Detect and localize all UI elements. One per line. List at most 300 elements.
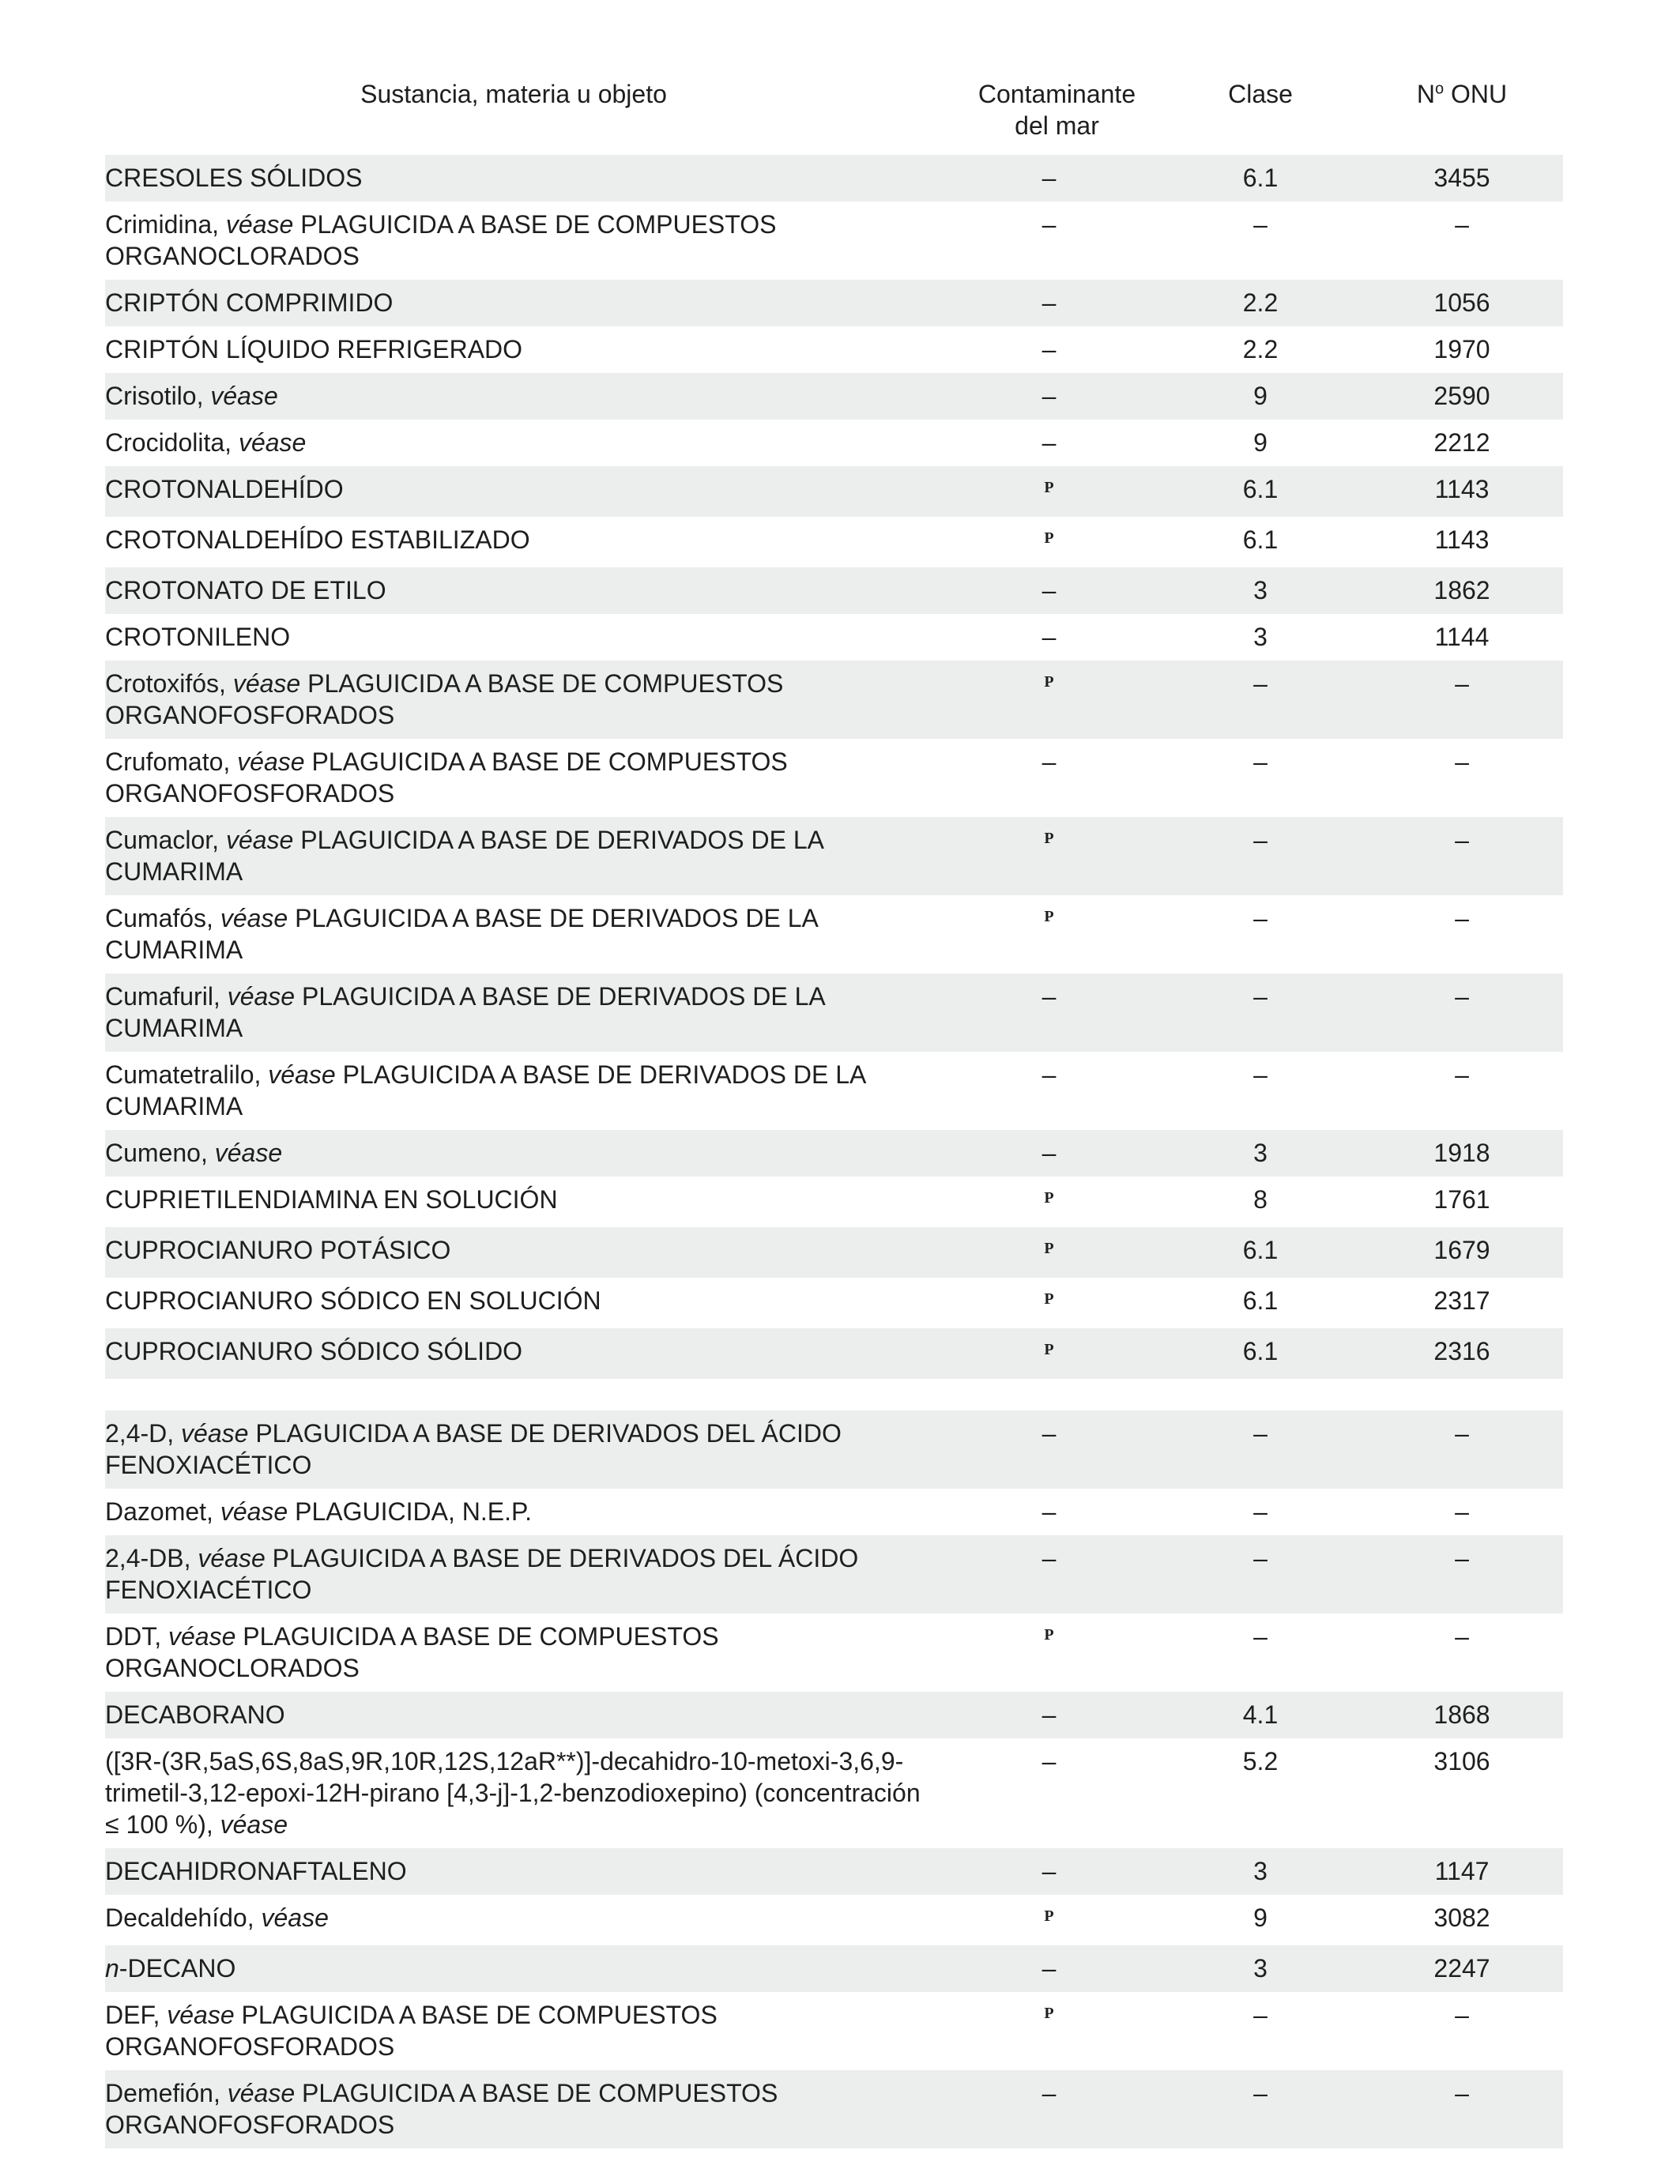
un-number-cell	[1361, 1052, 1563, 1130]
substance-name-text: CUPRIETILENDIAMINA EN SOLUCIÓN	[105, 1185, 558, 1214]
substance-name-text: CRIPTÓN LÍQUIDO REFRIGERADO	[105, 335, 523, 363]
class-value: 5.2	[1242, 1747, 1279, 1775]
un-number-cell	[1361, 517, 1563, 567]
un-number-cell	[1361, 326, 1563, 373]
substance-name-italic: véase	[237, 747, 305, 776]
table-row	[105, 2070, 1563, 2148]
marine-pollutant-cell	[954, 420, 1160, 466]
marine-pollutant-cell	[954, 1227, 1160, 1278]
substance-name-text: -DECANO	[119, 1954, 236, 1983]
class-cell	[1160, 373, 1361, 420]
table-row	[105, 373, 1563, 420]
substance-name-italic: véase	[227, 982, 296, 1011]
substance-name-text: PLAGUICIDA A BASE DE DERIVADOS DEL ÁCIDO FENOXIACÉTICO	[105, 1419, 842, 1479]
substance-name-text: DECABORANO	[105, 1700, 285, 1729]
table-row	[105, 1278, 1563, 1328]
un-number-value: 3082	[1433, 1903, 1490, 1932]
un-number-value: 1862	[1433, 576, 1490, 604]
marine-pollutant-mark: P	[1044, 1626, 1054, 1644]
un-number-cell	[1361, 1535, 1563, 1614]
substance-name-cell	[105, 895, 954, 973]
un-number-value: –	[1455, 2079, 1469, 2107]
class-cell	[1160, 1177, 1361, 1227]
class-value: –	[1253, 210, 1268, 239]
class-value: –	[1253, 2001, 1268, 2029]
un-number-value: 3106	[1433, 1747, 1490, 1775]
substance-name-text: CROTONALDEHÍDO	[105, 475, 344, 503]
substance-name-cell	[105, 973, 954, 1052]
substance-name-italic: véase	[220, 1497, 288, 1526]
substance-name-italic: véase	[214, 1139, 283, 1167]
class-value: 9	[1253, 1903, 1268, 1932]
substance-name-text: PLAGUICIDA A BASE DE COMPUESTOS ORGANOFOSFORADOS	[105, 669, 784, 729]
substance-name-text: DECAHIDRONAFTALENO	[105, 1857, 407, 1885]
substance-name-cell	[105, 1177, 954, 1227]
un-number-value: 1970	[1433, 335, 1490, 363]
marine-pollutant-mark: P	[1044, 830, 1054, 847]
table-row	[105, 1945, 1563, 1992]
substance-name-text: Crufomato,	[105, 747, 238, 776]
substance-name-text: Crotoxifós,	[105, 669, 233, 698]
section-spacer	[105, 1379, 1563, 1410]
substance-name-text: PLAGUICIDA A BASE DE DERIVADOS DE LA CUMARIMA	[105, 826, 823, 886]
substance-name-cell	[105, 1895, 954, 1945]
substance-name-text: CUPROCIANURO SÓDICO EN SOLUCIÓN	[105, 1286, 601, 1315]
table-row	[105, 614, 1563, 661]
substance-name-cell	[105, 1535, 954, 1614]
un-number-cell	[1361, 1278, 1563, 1328]
marine-pollutant-cell	[954, 1945, 1160, 1992]
class-cell	[1160, 817, 1361, 895]
class-cell	[1160, 517, 1361, 567]
marine-pollutant-mark: P	[1044, 908, 1054, 925]
substance-name-text: Crisotilo,	[105, 382, 211, 410]
class-cell	[1160, 1614, 1361, 1692]
marine-pollutant-cell	[954, 739, 1160, 817]
marine-pollutant-cell	[954, 614, 1160, 661]
class-cell	[1160, 1328, 1361, 1379]
table-header	[105, 78, 1563, 155]
marine-pollutant-dash: –	[1042, 1747, 1057, 1775]
class-value: 9	[1253, 428, 1268, 457]
marine-pollutant-dash: –	[1042, 164, 1057, 192]
un-number-cell	[1361, 1328, 1563, 1379]
substance-name-italic: véase	[225, 210, 294, 239]
substance-name-text: CRIPTÓN COMPRIMIDO	[105, 288, 394, 317]
substance-name-italic: véase	[232, 669, 301, 698]
table-body	[105, 155, 1563, 2148]
substance-name-cell	[105, 280, 954, 326]
substance-name-cell	[105, 1738, 954, 1848]
substance-name-cell	[105, 517, 954, 567]
marine-pollutant-cell	[954, 1052, 1160, 1130]
class-cell	[1160, 466, 1361, 517]
marine-pollutant-cell	[954, 661, 1160, 739]
class-value: –	[1253, 1544, 1268, 1572]
substance-name-text: ([3R-(3R,5aS,6S,8aS,9R,10R,12S,12aR**)]-decahidro-10-metoxi-3,6,9-trimetil-3,12-epoxi-12H-pirano [4,3-j]-1,2-benzodioxepino) (concentración ≤ 100 %),	[105, 1747, 921, 1839]
substance-name-text: Cumafuril,	[105, 982, 228, 1011]
class-cell	[1160, 155, 1361, 201]
column-header-substance	[105, 78, 954, 155]
substance-name-text: PLAGUICIDA A BASE DE DERIVADOS DE LA CUMARIMA	[105, 1060, 865, 1120]
marine-pollutant-dash: –	[1042, 288, 1057, 317]
table-row	[105, 1992, 1563, 2070]
un-number-cell	[1361, 280, 1563, 326]
table-row	[105, 567, 1563, 614]
class-value: –	[1253, 982, 1268, 1011]
table-row	[105, 1692, 1563, 1738]
substance-name-text: CUPROCIANURO SÓDICO SÓLIDO	[105, 1337, 523, 1365]
column-header-substance-label: Sustancia, materia u objeto	[360, 80, 667, 108]
un-number-value: 2247	[1433, 1954, 1490, 1983]
un-number-cell	[1361, 1130, 1563, 1177]
un-number-cell	[1361, 1692, 1563, 1738]
substance-name-text: PLAGUICIDA A BASE DE COMPUESTOS ORGANOCLORADOS	[105, 210, 777, 270]
marine-pollutant-cell	[954, 1895, 1160, 1945]
column-header-un-number-prefix: N	[1416, 80, 1435, 108]
marine-pollutant-dash: –	[1042, 623, 1057, 651]
substance-name-cell	[105, 1130, 954, 1177]
substance-name-cell	[105, 1848, 954, 1895]
un-number-cell	[1361, 373, 1563, 420]
table-row	[105, 1614, 1563, 1692]
marine-pollutant-cell	[954, 895, 1160, 973]
substance-name-italic: véase	[198, 1544, 266, 1572]
table-row	[105, 155, 1563, 201]
substance-name-italic: véase	[210, 382, 278, 410]
marine-pollutant-cell	[954, 1410, 1160, 1489]
un-number-value: 1147	[1434, 1857, 1490, 1885]
un-number-value: 2316	[1433, 1337, 1490, 1365]
substance-name-italic: véase	[268, 1060, 336, 1089]
column-header-marine-pollutant-line1: Contaminante	[977, 80, 1136, 108]
class-cell	[1160, 326, 1361, 373]
class-value: –	[1253, 669, 1268, 698]
marine-pollutant-cell	[954, 2070, 1160, 2148]
marine-pollutant-mark: P	[1044, 1907, 1054, 1925]
substance-name-text: CRESOLES SÓLIDOS	[105, 164, 363, 192]
class-value: 3	[1253, 1857, 1268, 1885]
substance-name-cell	[105, 817, 954, 895]
un-number-cell	[1361, 2070, 1563, 2148]
marine-pollutant-dash: –	[1042, 576, 1057, 604]
substance-name-cell	[105, 1945, 954, 1992]
class-cell	[1160, 201, 1361, 280]
class-value: –	[1253, 747, 1268, 776]
class-value: 6.1	[1242, 475, 1279, 503]
substance-name-text: Demefión,	[105, 2079, 228, 2107]
class-cell	[1160, 1535, 1361, 1614]
class-value: 6.1	[1242, 525, 1279, 554]
marine-pollutant-cell	[954, 1489, 1160, 1535]
class-value: –	[1253, 904, 1268, 932]
marine-pollutant-cell	[954, 1535, 1160, 1614]
column-header-un-number	[1361, 78, 1563, 155]
substance-name-text: 2,4-DB,	[105, 1544, 198, 1572]
marine-pollutant-mark: P	[1044, 1189, 1054, 1207]
un-number-cell	[1361, 739, 1563, 817]
un-number-cell	[1361, 661, 1563, 739]
substance-name-italic: véase	[220, 1810, 288, 1839]
marine-pollutant-cell	[954, 466, 1160, 517]
substance-name-italic: véase	[168, 1622, 236, 1651]
substance-name-text: PLAGUICIDA A BASE DE COMPUESTOS ORGANOFOSFORADOS	[105, 2079, 778, 2139]
class-value: –	[1253, 1060, 1268, 1089]
class-value: 3	[1253, 1139, 1268, 1167]
table-row	[105, 1227, 1563, 1278]
un-number-cell	[1361, 155, 1563, 201]
class-cell	[1160, 1738, 1361, 1848]
table-row	[105, 1895, 1563, 1945]
un-number-cell	[1361, 1177, 1563, 1227]
substance-table	[105, 78, 1563, 2148]
substance-name-cell	[105, 373, 954, 420]
marine-pollutant-mark: P	[1044, 1341, 1054, 1358]
un-number-value: –	[1455, 1497, 1469, 1526]
substance-name-text: PLAGUICIDA A BASE DE DERIVADOS DEL ÁCIDO FENOXIACÉTICO	[105, 1544, 859, 1604]
un-number-value: 2590	[1433, 382, 1490, 410]
marine-pollutant-cell	[954, 817, 1160, 895]
substance-name-text: Crimidina,	[105, 210, 226, 239]
substance-name-text: PLAGUICIDA, N.E.P.	[288, 1497, 533, 1526]
substance-name-text: Decaldehído,	[105, 1903, 262, 1932]
un-number-value: 2317	[1433, 1286, 1490, 1315]
un-number-value: –	[1455, 210, 1469, 239]
substance-name-cell	[105, 567, 954, 614]
class-cell	[1160, 1692, 1361, 1738]
marine-pollutant-dash: –	[1042, 982, 1057, 1011]
marine-pollutant-dash: –	[1042, 210, 1057, 239]
substance-name-text: Cumafós,	[105, 904, 220, 932]
substance-name-cell	[105, 661, 954, 739]
marine-pollutant-dash: –	[1042, 1419, 1057, 1448]
un-number-value: –	[1455, 1622, 1469, 1651]
substance-name-text: Dazomet,	[105, 1497, 220, 1526]
un-number-cell	[1361, 567, 1563, 614]
class-value: –	[1253, 2079, 1268, 2107]
substance-name-cell	[105, 739, 954, 817]
substance-name-text: PLAGUICIDA A BASE DE COMPUESTOS ORGANOCLORADOS	[105, 1622, 719, 1682]
substance-name-text: 2,4-D,	[105, 1419, 182, 1448]
un-number-cell	[1361, 1489, 1563, 1535]
un-number-value: –	[1455, 669, 1469, 698]
substance-name-italic: véase	[167, 2001, 235, 2029]
un-number-value: –	[1455, 2001, 1469, 2029]
marine-pollutant-dash: –	[1042, 2079, 1057, 2107]
marine-pollutant-cell	[954, 1130, 1160, 1177]
class-cell	[1160, 1945, 1361, 1992]
un-number-value: 1143	[1434, 475, 1490, 503]
un-number-value: 1143	[1434, 525, 1490, 554]
un-number-value: –	[1455, 1419, 1469, 1448]
class-cell	[1160, 1130, 1361, 1177]
un-number-cell	[1361, 201, 1563, 280]
substance-name-italic: véase	[225, 826, 294, 854]
substance-name-text: Cumaclor,	[105, 826, 226, 854]
class-cell	[1160, 1848, 1361, 1895]
substance-name-text: DDT,	[105, 1622, 168, 1651]
class-cell	[1160, 739, 1361, 817]
class-cell	[1160, 420, 1361, 466]
header-row	[105, 78, 1563, 155]
substance-name-cell	[105, 1227, 954, 1278]
class-value: 8	[1253, 1185, 1268, 1214]
marine-pollutant-dash: –	[1042, 1544, 1057, 1572]
marine-pollutant-cell	[954, 1992, 1160, 2070]
substance-name-text: PLAGUICIDA A BASE DE COMPUESTOS ORGANOFOSFORADOS	[105, 2001, 718, 2061]
class-value: –	[1253, 1497, 1268, 1526]
table-row	[105, 895, 1563, 973]
substance-name-cell	[105, 1614, 954, 1692]
marine-pollutant-mark: P	[1044, 1240, 1054, 1257]
class-value: 6.1	[1242, 164, 1279, 192]
substance-name-text: PLAGUICIDA A BASE DE DERIVADOS DE LA CUMARIMA	[105, 904, 818, 964]
un-number-cell	[1361, 1992, 1563, 2070]
table-row	[105, 973, 1563, 1052]
marine-pollutant-mark: P	[1044, 479, 1054, 496]
substance-name-cell	[105, 1328, 954, 1379]
un-number-value: 1868	[1433, 1700, 1490, 1729]
column-header-class-label: Clase	[1228, 80, 1293, 108]
table-row	[105, 201, 1563, 280]
marine-pollutant-cell	[954, 1328, 1160, 1379]
class-cell	[1160, 661, 1361, 739]
un-number-cell	[1361, 1895, 1563, 1945]
class-value: –	[1253, 826, 1268, 854]
table-row	[105, 817, 1563, 895]
marine-pollutant-mark: P	[1044, 1290, 1054, 1308]
substance-name-cell	[105, 466, 954, 517]
substance-name-cell	[105, 326, 954, 373]
substance-name-text: PLAGUICIDA A BASE DE COMPUESTOS ORGANOFOSFORADOS	[105, 747, 788, 808]
substance-name-cell	[105, 1052, 954, 1130]
class-value: –	[1253, 1419, 1268, 1448]
substance-name-text: CUPROCIANURO POTÁSICO	[105, 1236, 451, 1264]
marine-pollutant-cell	[954, 155, 1160, 201]
marine-pollutant-mark: P	[1044, 673, 1054, 691]
substance-name-cell	[105, 420, 954, 466]
substance-name-text: Crocidolita,	[105, 428, 239, 457]
class-cell	[1160, 973, 1361, 1052]
marine-pollutant-dash: –	[1042, 335, 1057, 363]
un-number-value: –	[1455, 826, 1469, 854]
marine-pollutant-dash: –	[1042, 1497, 1057, 1526]
class-value: 9	[1253, 382, 1268, 410]
section-spacer-cell	[105, 1379, 1563, 1410]
un-number-cell	[1361, 1738, 1563, 1848]
class-cell	[1160, 614, 1361, 661]
class-value: –	[1253, 1622, 1268, 1651]
class-cell	[1160, 2070, 1361, 2148]
table-row	[105, 326, 1563, 373]
marine-pollutant-cell	[954, 567, 1160, 614]
table-row	[105, 1535, 1563, 1614]
table-row	[105, 739, 1563, 817]
class-cell	[1160, 895, 1361, 973]
marine-pollutant-dash: –	[1042, 382, 1057, 410]
column-header-marine-pollutant-line2: del mar	[1015, 111, 1099, 140]
marine-pollutant-dash: –	[1042, 1954, 1057, 1983]
marine-pollutant-cell	[954, 1848, 1160, 1895]
table-row	[105, 517, 1563, 567]
table-row	[105, 420, 1563, 466]
marine-pollutant-cell	[954, 373, 1160, 420]
marine-pollutant-cell	[954, 326, 1160, 373]
marine-pollutant-cell	[954, 1177, 1160, 1227]
un-number-value: –	[1455, 982, 1469, 1011]
un-number-value: 1761	[1433, 1185, 1490, 1214]
table-row	[105, 1052, 1563, 1130]
class-cell	[1160, 1227, 1361, 1278]
table-row	[105, 1410, 1563, 1489]
un-number-cell	[1361, 614, 1563, 661]
marine-pollutant-cell	[954, 973, 1160, 1052]
marine-pollutant-dash: –	[1042, 1139, 1057, 1167]
class-cell	[1160, 567, 1361, 614]
table-row	[105, 1328, 1563, 1379]
marine-pollutant-dash: –	[1042, 1700, 1057, 1729]
marine-pollutant-cell	[954, 1692, 1160, 1738]
marine-pollutant-dash: –	[1042, 747, 1057, 776]
substance-name-text: CROTONALDEHÍDO ESTABILIZADO	[105, 525, 530, 554]
marine-pollutant-cell	[954, 1738, 1160, 1848]
class-cell	[1160, 1489, 1361, 1535]
class-cell	[1160, 1052, 1361, 1130]
substance-name-text: Cumeno,	[105, 1139, 215, 1167]
substance-name-cell	[105, 1992, 954, 2070]
un-number-cell	[1361, 1945, 1563, 1992]
un-number-value: 2212	[1433, 428, 1490, 457]
marine-pollutant-cell	[954, 1278, 1160, 1328]
marine-pollutant-cell	[954, 517, 1160, 567]
marine-pollutant-dash: –	[1042, 1060, 1057, 1089]
un-number-value: 1144	[1434, 623, 1490, 651]
un-number-cell	[1361, 1848, 1563, 1895]
un-number-value: –	[1455, 904, 1469, 932]
marine-pollutant-mark: P	[1044, 2005, 1054, 2022]
un-number-value: –	[1455, 1544, 1469, 1572]
table-row	[105, 1848, 1563, 1895]
marine-pollutant-cell	[954, 280, 1160, 326]
substance-name-italic: véase	[238, 428, 307, 457]
column-header-un-number-sup: o	[1434, 80, 1445, 98]
class-cell	[1160, 1992, 1361, 2070]
class-value: 3	[1253, 1954, 1268, 1983]
un-number-value: 1056	[1433, 288, 1490, 317]
un-number-value: 1918	[1433, 1139, 1490, 1167]
class-cell	[1160, 1895, 1361, 1945]
class-cell	[1160, 1410, 1361, 1489]
table-row	[105, 661, 1563, 739]
substance-name-cell	[105, 1410, 954, 1489]
class-value: 2.2	[1242, 288, 1279, 317]
substance-name-text: DEF,	[105, 2001, 168, 2029]
column-header-un-number-suffix: ONU	[1444, 80, 1508, 108]
substance-name-text: CROTONILENO	[105, 623, 291, 651]
substance-name-cell	[105, 1692, 954, 1738]
un-number-cell	[1361, 973, 1563, 1052]
substance-name-cell	[105, 201, 954, 280]
un-number-cell	[1361, 420, 1563, 466]
class-value: 6.1	[1242, 1337, 1279, 1365]
table-row	[105, 466, 1563, 517]
substance-name-italic: véase	[181, 1419, 249, 1448]
substance-name-cell	[105, 1489, 954, 1535]
un-number-value: –	[1455, 747, 1469, 776]
table-row	[105, 1738, 1563, 1848]
column-header-marine-pollutant	[954, 78, 1160, 155]
class-cell	[1160, 1278, 1361, 1328]
